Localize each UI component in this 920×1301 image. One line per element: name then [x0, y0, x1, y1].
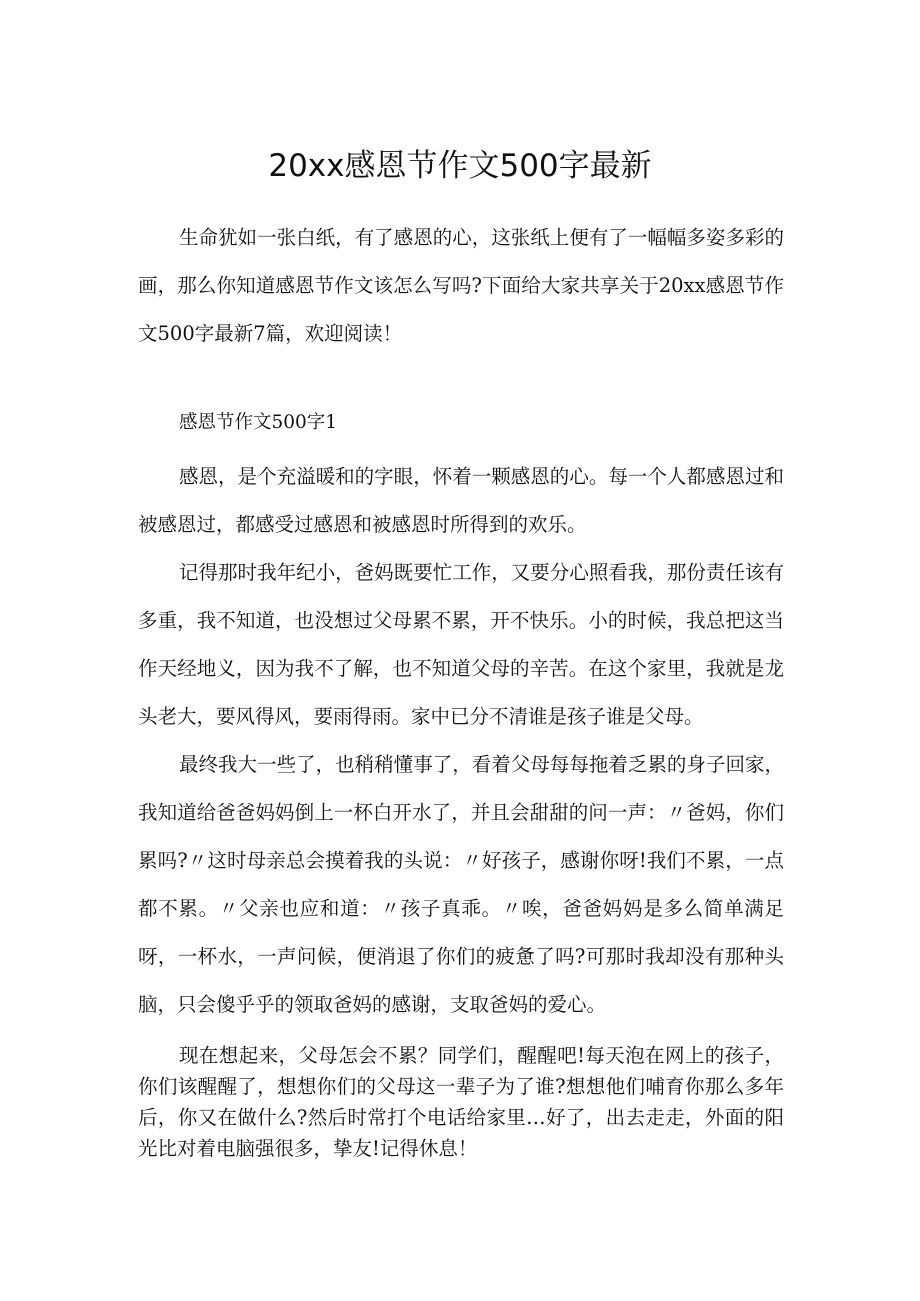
document-title: 20xx感恩节作文500字最新	[268, 148, 652, 184]
body-paragraph-3: 最终我大一些了，也稍稍懂事了，看着父母每每拖着乏累的身子回家，我知道给爸爸妈妈倒上一杯白开水了，并且会甜甜的问一声：〃爸妈，你们累吗?〃这时母亲总会摸着我的头说：〃好孩子，感谢你呀!我们不累，一点都不累。〃父亲也应和道：〃孩子真乖。〃唉，爸爸妈妈是多么简单满足呀，一杯水，一声问候，便消退了你们的疲惫了吗?可那时我却没有那种头脑，只会傻乎乎的领取爸妈的感谢，支取爸妈的爱心。	[138, 753, 784, 1016]
intro-paragraph: 生命犹如一张白纸，有了感恩的心，这张纸上便有了一幅幅多姿多彩的画，那么你知道感恩节作文该怎么写吗?下面给大家共享关于20xx感恩节作文500字最新7篇，欢迎阅读！	[138, 226, 784, 345]
body-paragraph-2: 记得那时我年纪小，爸妈既要忙工作，又要分心照看我，那份责任该有多重，我不知道，也没想过父母累不累，开不快乐。小的时候，我总把这当作天经地义，因为我不了解，也不知道父母的辛苦。在这个家里，我就是龙头老大，要风得风，要雨得雨。家中已分不清谁是孩子谁是父母。	[138, 561, 784, 728]
body-paragraph-1: 感恩，是个充溢暖和的字眼，怀着一颗感恩的心。每一个人都感恩过和被感恩过，都感受过感恩和被感恩时所得到的欢乐。	[138, 465, 784, 536]
section-heading: 感恩节作文500字1	[179, 412, 338, 433]
body-paragraph-4: 现在想起来，父母怎会不累？同学们，醒醒吧!每天泡在网上的孩子，你们该醒醒了，想想你们的父母这一辈子为了谁?想想他们哺育你那么多年后，你又在做什么?然后时常打个电话给家里…好了，出去走走，外面的阳光比对着电脑强很多，挚友!记得休息！	[138, 1044, 784, 1160]
